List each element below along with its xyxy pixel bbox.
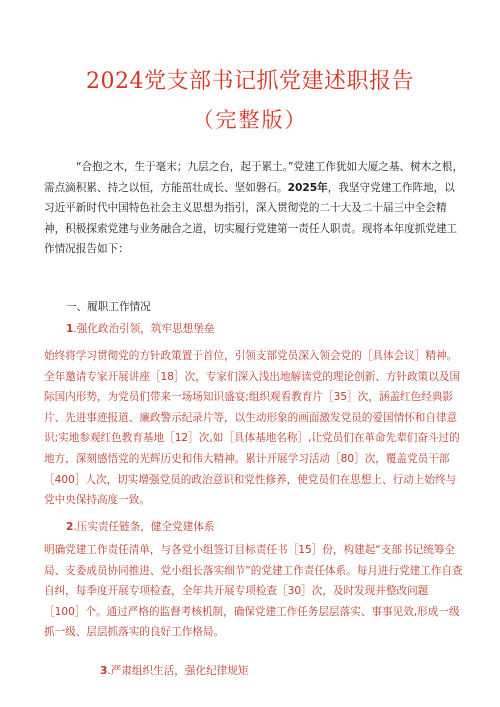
item-1-body: 始终将学习贯彻党的方针政策置于首位，引领支部党员深入领会党的［具体会议］精神。全年邀请专家开展讲座［18］次，专家们深入浅出地解读党的理论创新、方针政策以及国际国内形势，为党员们带来一场场知识盛宴;组织观看教育片［35］次，涵盖红色经典影片、先进事迹报道、廉政警示纪录片等，以生动形象的画面激发党员的爱国情怀和自律意识;实地参观红色教育基地［12］次,如［具体基地名称］,让党员们在革命先辈们奋斗过的地方，深刻感悟党的光辉历史和伟大精神。累计开展学习活动［80］次，覆盖党员干部［400］人次，切实增强党员的政治意识和党性修养，使党员们在思想上、行动上始终与党中央保持高度一致。 — [44, 350, 461, 507]
intro-year: 2025年 — [287, 181, 328, 194]
item-2-number: 2 — [66, 521, 74, 533]
item-3-heading — [100, 663, 248, 678]
item-2-heading-text: .压实责任链条，健全党建体系 — [73, 521, 215, 533]
item-1-heading — [66, 321, 214, 336]
item-2-body: 明确党建工作责任清单，与各党小组签订目标责任书［15］份，构建起“支部书记统筹全局、支委成员协同推进、党小组长落实细节”的党建工作责任体系。每月进行党建工作自查自纠，每季度开展专项检查，全年共开展专项检查［30］次，及时发现并整改问题［100］个。通过严格的监督考核机制，确保党建工作任务层层落实、事事见效,形成一级抓一级、层层抓落实的良好工作格局。 — [44, 544, 463, 639]
item-3-heading-text: .严肃组织生活，强化纪律规矩 — [107, 665, 249, 677]
intro-text-part2: ，我坚守党建工作阵地，以习近平新时代中国特色社会主义思想为指引，深入贯彻党的二十大及二十届三中全会精神，积极探索党建与业务融合之道，切实履行党建第一责任人职责。现将本年度抓党建工作情况报告如下： — [44, 181, 458, 256]
item-1-number: 1 — [66, 323, 74, 335]
section-heading: 一、履职工作情况 — [66, 301, 151, 313]
item-1-heading-text: .强化政治引领，筑牢思想堡垒 — [73, 323, 215, 335]
intro-paragraph — [44, 157, 464, 260]
intro-text-part1: “合抱之木，生于毫末；九层之台，起于累土。”党建工作犹如大厦之基、树木之根，需点滴积累、持之以恒，方能茁壮成长、坚如磐石。 — [44, 161, 464, 194]
item-2-heading — [66, 519, 214, 534]
document-subtitle: （完整版） — [192, 108, 308, 132]
item-3-number: 3 — [100, 665, 108, 677]
document-title: 2024党支部书记抓党建述职报告 — [86, 69, 414, 94]
